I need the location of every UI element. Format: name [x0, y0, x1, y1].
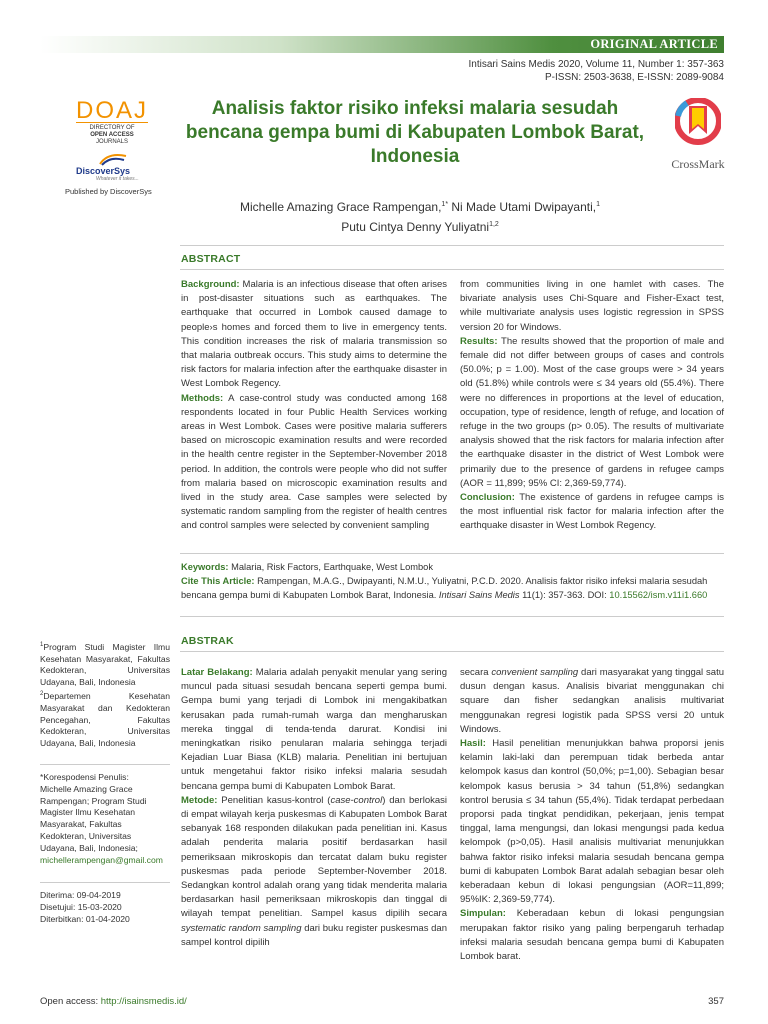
journal-url-link[interactable]: http://isainsmedis.id/ — [100, 996, 187, 1007]
metode-text-a: Penelitian kasus-kontrol ( — [217, 794, 331, 806]
crossmark-icon — [675, 98, 721, 150]
conclusion-label: Conclusion: — [460, 492, 515, 504]
methods-text: A case-control study was conducted among 168 respondents located in four Public Health Services working areas in West Lombok. Cases were positive malaria sufferers based on microscopic examination results and were recorded in the health centre register in the September-November 2018 period. In addition, the controls were people who did not suffer from malaria based on microscopic examination results and lived in the study area. Case samples were selected by systematic random sampling from the register of health centres and control samples were selected by convenient sampling — [181, 392, 447, 532]
latar-text: Malaria adalah penyakit menular yang sering muncul pada situasi sesudah bencana seperti gempa bumi. Gempa bumi yang terjadi di Lombok ini mengakibatkan kerusakan pada rumah-rumah warga dan mengharuskan mereka tinggal di tenda-tenda darurat. Kondisi ini meningkatkan risiko penularan malaria sehingga terjadi Kejadian Luar Biasa (KLB) malaria. Penelitian ini bertujuan untuk mengetahui faktor risiko infeksi malaria sesudah bencana gempa bumi di Kabupaten Lombok Barat. — [181, 667, 447, 792]
metode-text-b: ) dan berlokasi di empat wilayah kerja puskesmas di Kabupaten Lombok Barat sebanyak 168 responden dilakukan pada penelitian ini. Kasus adalah penderita malaria positif berdasarkan hasil pemeriksaan mikroskopis dan tercatat dalam buku register puskesmas pada periode September-November 2018. Sedangkan kontrol adalah orang yang tidak menderita malaria berdasarkan hasil pemeriksaan mikroskopis dan tinggal di wilayah tempat penelitian. Sampel kasus dipilih secara — [181, 794, 447, 920]
author-3-sup: 1,2 — [489, 221, 499, 228]
cite-article — [181, 574, 724, 602]
author-3: Putu Cintya Denny Yuliyatni — [341, 220, 490, 234]
doaj-subtitle — [76, 125, 148, 146]
doaj-sub-3: JOURNALS — [95, 139, 128, 145]
author-1-sup: 1* — [441, 201, 449, 208]
cont-text-a: secara — [460, 667, 492, 678]
metode-italic-2: systematic random sampling — [181, 922, 302, 934]
metode-text-c: dari buku register puskesmas dan sampel kontrol dipilih — [181, 922, 447, 948]
abstrak-metode — [181, 794, 447, 950]
date-published: Diterbitkan: 01-04-2020 — [40, 913, 130, 924]
keywords-block — [181, 560, 724, 603]
author-list — [200, 196, 640, 236]
abstract-col-right — [460, 278, 724, 534]
aff2-sup: 2 — [40, 691, 44, 698]
crossmark-badge[interactable] — [660, 98, 736, 172]
doaj-wordmark: DOAJ — [76, 97, 149, 124]
results-text: The results showed that the proportion of male and female did not differ between groups of cases and controls (50.0%; p = 1.00). Most of the case groups were > 34 years old (51.8%) while controls were ≤ 34 years old (55.4%). There were no differences in proportions at the level of education, occupation, type of residence, length of refuge, and location of refuge in the two groups (p> 0.05). The results of multivariate analysis showed that the risk factors for malaria infection after the earthquake disaster in the district of West Lombok were primarily due to the presence of gardens in refugee camps (AOR = 11,899; 95% CI: 2,369-59,774). — [460, 335, 724, 489]
abstract-results — [460, 335, 724, 491]
aff2-text: Departemen Kesehatan Masyarakat dan Kedokteran Pencegahan, Fakultas Kedokteran, Universitas Udayana, Bali, Indonesia — [40, 690, 170, 749]
aff1-sup: 1 — [40, 642, 44, 648]
page-number: 357 — [708, 996, 724, 1007]
author-1: Michelle Amazing Grace Rampengan, — [239, 200, 442, 214]
author-2-sup: 1 — [596, 201, 601, 208]
abstract-methods — [181, 392, 447, 534]
doi-link[interactable]: 10.15562/ism.v11i1.660 — [609, 590, 708, 601]
discoversys-icon — [98, 152, 128, 166]
journal-volume: Intisari Sains Medis 2020, Volume 11, Number 1: 357-363 — [468, 59, 724, 70]
crossmark-label: CrossMark — [671, 157, 725, 171]
author-2: Ni Made Utami Dwipayanti, — [448, 200, 597, 214]
abstrak-simpulan — [460, 907, 724, 964]
metode-label: Metode: — [181, 794, 218, 806]
article-dates — [40, 890, 170, 925]
cont-italic: convenient sampling — [491, 667, 579, 678]
published-by: Published by DiscoverSys — [65, 187, 152, 196]
journal-info — [468, 58, 724, 84]
doaj-sub-1: DIRECTORY OF — [89, 125, 135, 131]
abstrak-col-left — [181, 666, 447, 950]
abstract-heading-rule — [180, 269, 724, 270]
abstrak-latar — [181, 666, 447, 794]
abstrak-hasil — [460, 737, 724, 907]
abstract-heading: ABSTRACT — [181, 253, 241, 265]
abstrak-heading-rule — [180, 651, 724, 652]
conclusion-text: The existence of gardens in refugee camps is the most influential risk factor for malaria infection after the earthquake disaster in West Lombok Regency. — [460, 492, 724, 532]
correspondence-text: Michelle Amazing Grace Rampengan; Program Studi Magister Ilmu Kesehatan Masyarakat, Fakultas Kedokteran, Universitas Udayana, Bali, Indonesia; — [40, 783, 147, 853]
metode-continued — [460, 666, 724, 737]
keywords-bottom-rule — [180, 616, 724, 617]
abstrak-heading: ABSTRAK — [181, 635, 234, 647]
correspondence-label: *Korespodensi Penulis: — [40, 772, 129, 782]
journal-issn: P-ISSN: 2503-3638, E-ISSN: 2089-9084 — [545, 72, 724, 83]
abstract-conclusion — [460, 491, 724, 534]
results-label: Results: — [460, 335, 498, 347]
hasil-text: Hasil penelitian menunjukkan bahwa proporsi jenis kelamin laki-laki dan perempuan tidak berbeda antar kelompok kasus dan kontrol (50,0%; p=1,00). Sebagian besar kelompok kasus berusia > 34 tahun (51,8%) sedangkan kontrol berusia ≤ 34 tahun (55,4%). Tidak terdapat perbedaan proporsi pada tingkat pendidikan, pekerjaan, jenis tempat tinggal, lama mengungsi, dan lokasi mengungsi pada kedua kelompok (p>0,05). Hasil analisis multivariat menunjukkan bahwa faktor risiko infeksi malaria sesudah bencana gempa bumi di kabupaten Lombok Barat adalah sebagian besar oleh keberadaan kebun di lokasi pengungsian (AOR=11,899; 95%IK: 2,369-59,774). — [460, 738, 724, 906]
article-title: Analisis faktor risiko infeksi malaria sesudah bencana gempa bumi di Kabupaten Lombok Barat, Indonesia — [185, 98, 645, 167]
discoversys-wordmark: DiscoverSys — [76, 166, 131, 176]
footer-open-access — [40, 996, 187, 1007]
keywords-label: Keywords: — [181, 562, 229, 572]
affiliation-1 — [40, 640, 170, 689]
simpulan-text: Keberadaan kebun di lokasi pengungsian merupakan faktor risiko yang paling berpengaruh terhadap infeksi malaria sesudah bencana gempa bumi di Kabupaten Lombok barat. — [460, 908, 724, 963]
keywords-text: Malaria, Risk Factors, Earthquake, West Lombok — [228, 562, 433, 572]
sidebar-rule-2 — [40, 882, 170, 883]
simpulan-label: Simpulan: — [460, 908, 506, 920]
abstract-top-rule — [180, 245, 724, 246]
date-accepted: Disetujui: 15-03-2020 — [40, 901, 122, 912]
metode-italic-1: case-control — [330, 794, 383, 806]
cont-text-b: dari masyarakat yang tinggal satu dusun dengan kasus. Analisis bivariat menggunakan chi square dan fisher sedangkan analisis multivariat menggunakan regresi logistik pada SPSS versi 20 untuk Windows. — [460, 667, 724, 735]
correspondence — [40, 772, 170, 866]
aff1-text: Program Studi Magister Ilmu Kesehatan Masyarakat, Fakultas Kedokteran, Universitas Udayana, Bali, Indonesia — [40, 641, 170, 688]
keywords — [181, 560, 724, 574]
keywords-top-rule — [180, 553, 724, 554]
abstract-col-left — [181, 278, 447, 534]
article-type-banner — [40, 36, 724, 53]
correspondence-email-link[interactable]: michellerampengan@gmail.com — [40, 854, 163, 865]
cite-label: Cite This Article: — [181, 576, 255, 587]
cite-text: Rampengan, M.A.G., Dwipayanti, N.M.U., Yuliyatni, P.C.D. 2020. Analisis faktor risiko infeksi malaria sesudah bencana gempa bumi di Kabupaten Lombok Barat, Indonesia. — [181, 576, 708, 601]
open-access-label: Open access: — [40, 996, 101, 1007]
article-type-label: ORIGINAL ARTICLE — [590, 37, 718, 51]
hasil-label: Hasil: — [460, 738, 486, 750]
latar-label: Latar Belakang: — [181, 667, 253, 678]
discoversys-tagline: Whatever it takes... — [96, 176, 139, 182]
date-received: Diterima: 09-04-2019 — [40, 890, 121, 900]
doaj-sub-2: OPEN ACCESS — [90, 132, 134, 138]
cite-volume: 11(1): 357-363. DOI: — [519, 590, 610, 601]
background-label: Background: — [181, 279, 240, 290]
methods-label: Methods: — [181, 392, 224, 404]
methods-continued: from communities living in one hamlet with cases. The bivariate analysis uses Chi-Square and Fisher-Exact test, while multivariate analysis uses logistic regression in SPSS version 20 for Windows. — [460, 279, 724, 333]
affiliations — [40, 640, 170, 750]
abstract-background — [181, 278, 447, 392]
background-text: Malaria is an infectious disease that often arises in post-disaster situations such as earthquakes. The earthquake that occurred in Lombok caused damage to people›s homes and forced them to live in emergency tents. This condition increases the risk of malaria transmission so that malaria outbreak occurs. This study aims to determine the risk factors for malaria infection after the earthquake disaster in West Lombok Regency. — [181, 279, 447, 390]
cite-journal: Intisari Sains Medis — [438, 590, 520, 601]
affiliation-2 — [40, 689, 170, 750]
abstrak-col-right — [460, 666, 724, 964]
doaj-logo[interactable] — [76, 97, 149, 146]
sidebar-rule-1 — [40, 764, 170, 765]
discoversys-logo[interactable] — [76, 152, 166, 182]
